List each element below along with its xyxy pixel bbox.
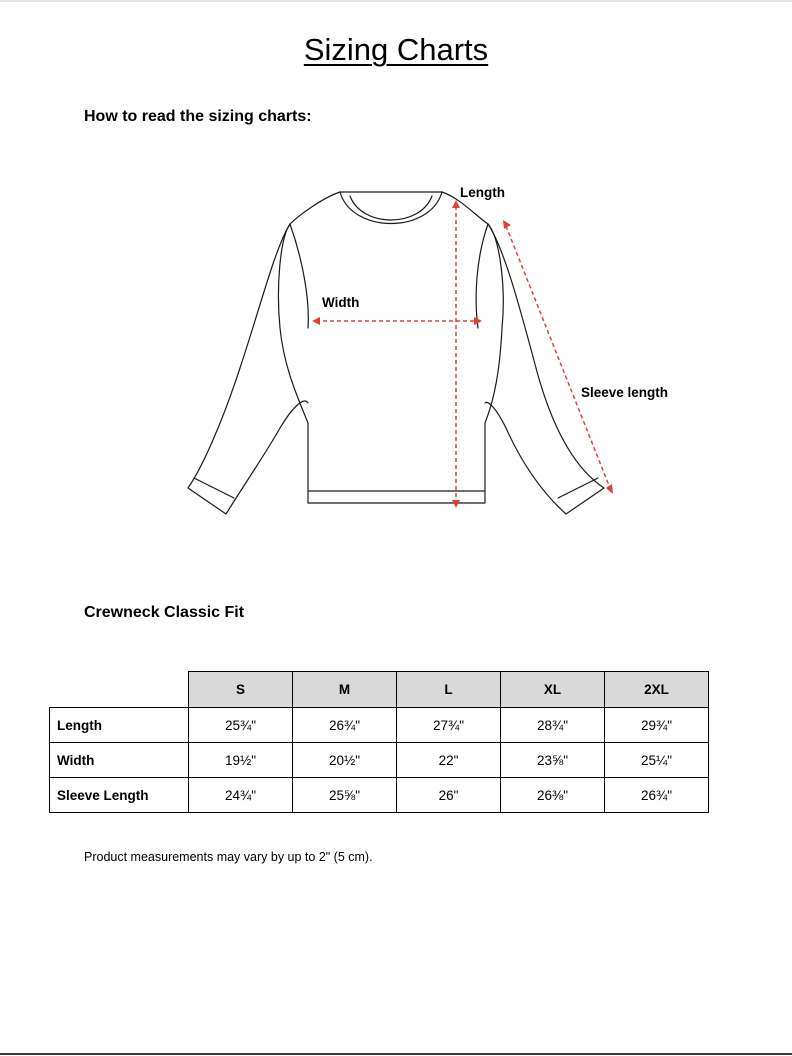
size-header-s: S [189,672,293,708]
measurement-note: Product measurements may vary by up to 2" (5 cm). [84,850,373,864]
table-cell: 28¾" [501,708,605,743]
sweatshirt-diagram-icon [180,178,630,523]
table-cell: 26" [397,778,501,813]
table-cell: 23⅝" [501,743,605,778]
size-header-xl: XL [501,672,605,708]
table-cell: 22" [397,743,501,778]
table-cell: 25¼" [605,743,709,778]
table-cell: 27¾" [397,708,501,743]
table-row [50,778,709,813]
size-header-row [50,672,709,708]
row-label-sleeve-length: Sleeve Length [50,778,189,813]
table-row [50,708,709,743]
sleeve-length-label: Sleeve length [581,385,669,400]
page-title: Sizing Charts [303,32,489,67]
table-cell: 26¾" [605,778,709,813]
blank-corner-cell [50,672,189,708]
table-cell: 29¾" [605,708,709,743]
length-label: Length [460,185,505,200]
how-to-read-heading: How to read the sizing charts: [84,108,312,125]
row-label-width: Width [50,743,189,778]
row-label-length: Length [50,708,189,743]
table-cell: 19½" [189,743,293,778]
table-cell: 24¾" [189,778,293,813]
size-table [49,671,709,813]
width-label: Width [322,295,360,310]
fit-heading: Crewneck Classic Fit [84,604,245,621]
size-header-2xl: 2XL [605,672,709,708]
table-cell: 20½" [293,743,397,778]
table-row [50,743,709,778]
size-header-l: L [397,672,501,708]
table-cell: 26¾" [293,708,397,743]
top-rule [0,0,792,2]
table-cell: 25⅝" [293,778,397,813]
bottom-rule [0,1053,792,1055]
table-cell: 26⅜" [501,778,605,813]
table-cell: 25¾" [189,708,293,743]
size-header-m: M [293,672,397,708]
